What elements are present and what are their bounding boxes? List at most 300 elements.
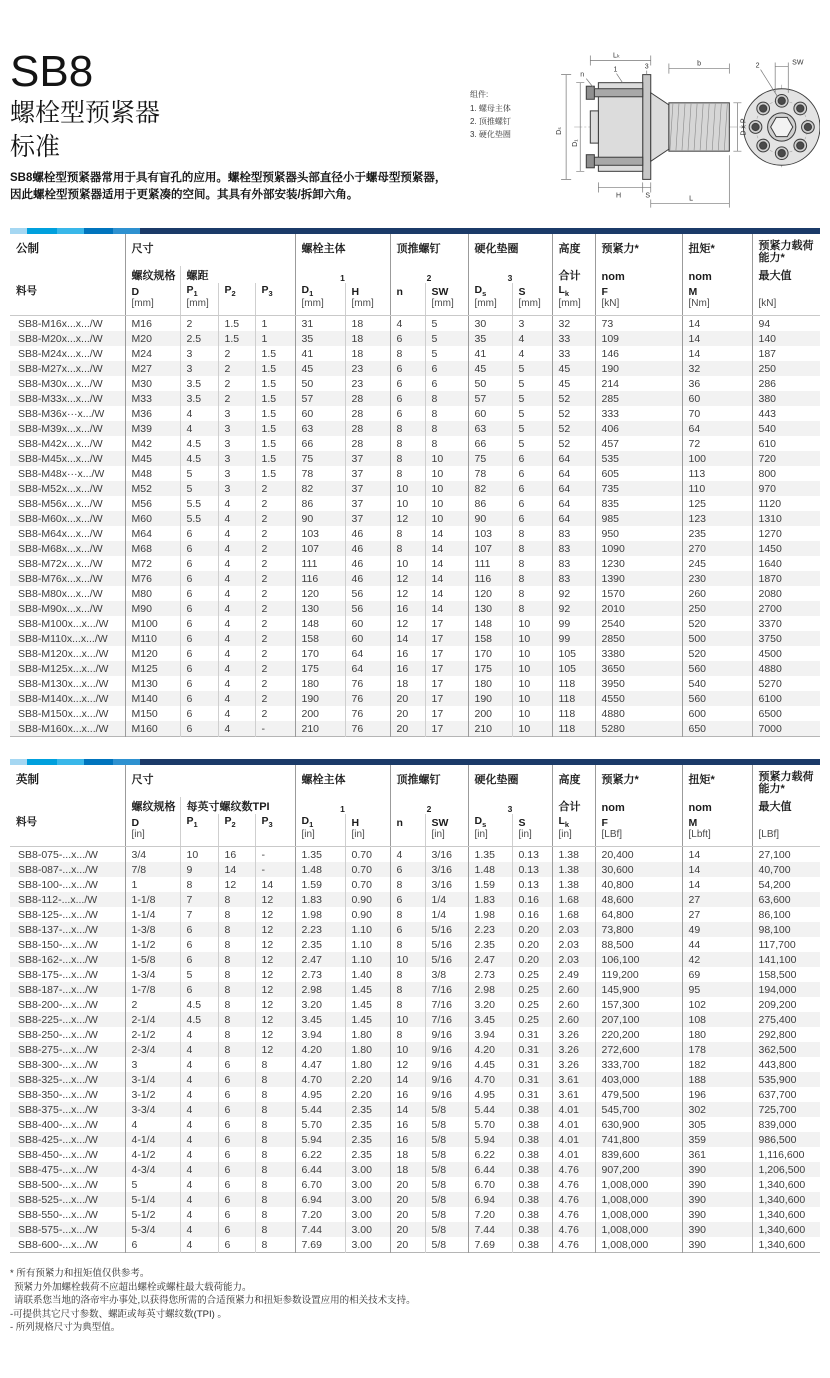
- data-cell: 6: [180, 526, 218, 541]
- data-cell: 4: [512, 346, 552, 361]
- data-cell: 1.59: [468, 877, 512, 892]
- data-cell: 1.80: [345, 1027, 390, 1042]
- data-cell: 30,600: [595, 862, 682, 877]
- data-cell: 0.31: [512, 1027, 552, 1042]
- part-number-cell: SB8-575-...x.../W: [18, 1223, 98, 1236]
- table-row: [10, 376, 820, 391]
- data-cell: 28: [345, 391, 390, 406]
- data-cell: 1.35: [295, 847, 345, 863]
- data-cell: 390: [682, 1162, 752, 1177]
- data-cell: 0.13: [512, 877, 552, 892]
- data-cell: 210: [468, 721, 512, 737]
- data-cell: 1.5: [255, 346, 295, 361]
- data-cell: 52: [552, 436, 595, 451]
- table-row: [10, 691, 820, 706]
- data-cell: 1: [125, 877, 180, 892]
- data-cell: 12: [255, 922, 295, 937]
- data-cell: 390: [682, 1222, 752, 1237]
- column-group-header: 预紧力载荷能力*: [752, 765, 820, 797]
- data-cell: 2080: [752, 586, 820, 601]
- data-cell: 2: [255, 631, 295, 646]
- jackbolt-bottom: [594, 157, 642, 165]
- data-cell: 610: [752, 436, 820, 451]
- data-cell: 3.5: [180, 376, 218, 391]
- column-group-header: 螺纹规格: [125, 797, 180, 814]
- data-cell: 362,500: [752, 1042, 820, 1057]
- data-cell: 1.10: [345, 937, 390, 952]
- part-number-cell: SB8-M52x...x.../W: [18, 482, 103, 495]
- data-cell: 4: [390, 316, 425, 332]
- data-cell: 4: [180, 1057, 218, 1072]
- table-row: [10, 331, 820, 346]
- data-cell: 2: [255, 496, 295, 511]
- data-cell: 4: [218, 646, 255, 661]
- column-unit: [mm]: [512, 298, 552, 316]
- data-cell: -: [255, 847, 295, 863]
- data-cell: 0.38: [512, 1237, 552, 1253]
- data-cell: 10: [512, 616, 552, 631]
- data-cell: 8: [255, 1117, 295, 1132]
- part-number-cell: SB8-M39x...x.../W: [18, 422, 103, 435]
- data-cell: 1.80: [345, 1057, 390, 1072]
- data-cell: 109: [595, 331, 682, 346]
- data-cell: 1.5: [255, 361, 295, 376]
- dim-ds: Dₛ: [556, 127, 564, 135]
- data-cell: 0.20: [512, 952, 552, 967]
- column-header: 料号: [16, 285, 37, 297]
- data-cell: 1090: [595, 541, 682, 556]
- data-cell: 6.44: [468, 1162, 512, 1177]
- column-unit: [390, 829, 425, 847]
- column-group-header: 合计: [552, 266, 595, 283]
- column-header: $P_1$: [180, 814, 218, 829]
- data-cell: 0.38: [512, 1177, 552, 1192]
- data-cell: 8: [390, 982, 425, 997]
- part-number-cell: SB8-M36x···x.../W: [18, 407, 105, 420]
- part-number-cell: SB8-M33x...x.../W: [18, 392, 103, 405]
- table-row: [10, 511, 820, 526]
- data-cell: 175: [468, 661, 512, 676]
- data-cell: 443: [752, 406, 820, 421]
- data-cell: 4: [180, 1087, 218, 1102]
- data-cell: 72: [682, 436, 752, 451]
- data-cell: 0.38: [512, 1102, 552, 1117]
- data-cell: 9/16: [425, 1087, 468, 1102]
- data-cell: 292,800: [752, 1027, 820, 1042]
- data-cell: 6: [390, 406, 425, 421]
- data-cell: 2: [255, 676, 295, 691]
- table-row: [10, 1012, 820, 1027]
- data-cell: 64: [552, 466, 595, 481]
- table-row: [10, 601, 820, 616]
- data-cell: 4: [218, 706, 255, 721]
- data-cell: 1/4: [425, 892, 468, 907]
- data-cell: M52: [125, 481, 180, 496]
- part-number-cell: SB8-200-...x.../W: [18, 998, 98, 1011]
- data-cell: 64: [552, 496, 595, 511]
- data-cell: 14: [425, 541, 468, 556]
- data-cell: 12: [255, 1042, 295, 1057]
- data-cell: 2: [255, 616, 295, 631]
- data-cell: 17: [425, 631, 468, 646]
- data-cell: 1450: [752, 541, 820, 556]
- data-cell: 835: [595, 496, 682, 511]
- data-cell: 1-1/4: [125, 907, 180, 922]
- data-cell: 5/8: [425, 1147, 468, 1162]
- data-cell: 8: [425, 391, 468, 406]
- column-unit: [mm]: [180, 298, 218, 316]
- part-number-cell: SB8-275-...x.../W: [18, 1043, 98, 1056]
- data-cell: 8: [255, 1072, 295, 1087]
- data-cell: 12: [390, 1057, 425, 1072]
- data-cell: 12: [255, 952, 295, 967]
- data-cell: 16: [390, 1117, 425, 1132]
- data-cell: 14: [682, 316, 752, 332]
- data-cell: 4: [390, 847, 425, 863]
- table-row: [10, 436, 820, 451]
- data-cell: 118: [552, 706, 595, 721]
- data-cell: 1,008,000: [595, 1192, 682, 1207]
- part-number-cell: SB8-250-...x.../W: [18, 1028, 98, 1041]
- data-cell: 479,500: [595, 1087, 682, 1102]
- table-title-imperial: 英制: [16, 774, 39, 786]
- footnote-line: - 所列规格尺寸为典型值。: [10, 1322, 121, 1333]
- data-cell: 7/16: [425, 982, 468, 997]
- data-cell: 1,008,000: [595, 1177, 682, 1192]
- data-cell: 46: [345, 526, 390, 541]
- data-cell: 14: [390, 631, 425, 646]
- data-cell: 5.94: [295, 1132, 345, 1147]
- data-cell: 5: [125, 1177, 180, 1192]
- data-cell: M42: [125, 436, 180, 451]
- data-cell: 8: [512, 601, 552, 616]
- table-row: [10, 967, 820, 982]
- data-cell: 1.5: [255, 421, 295, 436]
- data-cell: 116: [468, 571, 512, 586]
- data-cell: 5/16: [425, 952, 468, 967]
- table-row: [10, 451, 820, 466]
- table-row: [10, 1117, 820, 1132]
- data-cell: 7: [180, 907, 218, 922]
- data-cell: 1-7/8: [125, 982, 180, 997]
- column-group-header: 每英寸螺纹数TPI: [180, 797, 295, 814]
- data-cell: 12: [255, 937, 295, 952]
- column-unit: [390, 298, 425, 316]
- data-cell: 8: [180, 877, 218, 892]
- data-cell: 110: [682, 481, 752, 496]
- data-cell: 52: [552, 391, 595, 406]
- data-cell: 207,100: [595, 1012, 682, 1027]
- data-cell: 12: [390, 511, 425, 526]
- data-cell: 17: [425, 691, 468, 706]
- data-cell: 37: [345, 481, 390, 496]
- column-group-header: 2: [390, 797, 468, 814]
- data-cell: 3: [218, 406, 255, 421]
- data-cell: 3.45: [468, 1012, 512, 1027]
- data-cell: 200: [468, 706, 512, 721]
- data-cell: 8: [255, 1102, 295, 1117]
- data-cell: 9/16: [425, 1042, 468, 1057]
- data-cell: 1640: [752, 556, 820, 571]
- data-cell: 6: [218, 1192, 255, 1207]
- data-cell: 46: [345, 541, 390, 556]
- data-cell: 64: [682, 421, 752, 436]
- data-cell: 1.5: [255, 376, 295, 391]
- data-cell: 3: [180, 346, 218, 361]
- data-cell: 31: [295, 316, 345, 332]
- data-cell: 2: [218, 346, 255, 361]
- data-cell: 119,200: [595, 967, 682, 982]
- data-cell: 7.20: [468, 1207, 512, 1222]
- data-cell: 4-3/4: [125, 1162, 180, 1177]
- data-cell: 64: [552, 451, 595, 466]
- data-cell: 6: [512, 496, 552, 511]
- data-cell: 4.76: [552, 1162, 595, 1177]
- callout-1: 1: [613, 66, 618, 74]
- data-cell: 8: [255, 1132, 295, 1147]
- data-cell: 56: [345, 601, 390, 616]
- data-cell: 3/8: [425, 967, 468, 982]
- data-cell: 6: [218, 1222, 255, 1237]
- data-cell: 4550: [595, 691, 682, 706]
- data-cell: 3.00: [345, 1177, 390, 1192]
- data-cell: 6100: [752, 691, 820, 706]
- data-cell: 63: [295, 421, 345, 436]
- end-view: [743, 89, 820, 166]
- data-cell: 107: [295, 541, 345, 556]
- data-cell: 406: [595, 421, 682, 436]
- data-cell: M60: [125, 511, 180, 526]
- data-cell: 99: [552, 631, 595, 646]
- data-cell: 12: [255, 1027, 295, 1042]
- data-cell: M16: [125, 316, 180, 332]
- dim-l: L: [689, 195, 694, 203]
- part-number-cell: SB8-100-...x.../W: [18, 878, 98, 891]
- data-cell: 0.31: [512, 1042, 552, 1057]
- part-number-cell: SB8-475-...x.../W: [18, 1163, 98, 1176]
- data-cell: 5.44: [295, 1102, 345, 1117]
- data-cell: 2.03: [552, 937, 595, 952]
- data-cell: 8: [218, 937, 255, 952]
- jackbolt-top: [594, 89, 642, 97]
- data-cell: 6: [180, 721, 218, 737]
- column-header: 料号: [16, 816, 37, 828]
- data-cell: 5: [180, 967, 218, 982]
- table-row: [10, 922, 820, 937]
- part-number-cell: SB8-600-...x.../W: [18, 1238, 98, 1251]
- data-cell: 6: [180, 646, 218, 661]
- data-cell: 10: [425, 511, 468, 526]
- data-cell: 839,000: [752, 1117, 820, 1132]
- data-cell: 272,600: [595, 1042, 682, 1057]
- data-cell: 9: [180, 862, 218, 877]
- data-cell: 8: [512, 556, 552, 571]
- column-group-header: 螺栓主体: [295, 765, 390, 797]
- data-cell: 4.5: [180, 451, 218, 466]
- column-unit: [mm]: [295, 298, 345, 316]
- data-cell: M140: [125, 691, 180, 706]
- data-cell: 4: [218, 721, 255, 737]
- data-cell: 23: [345, 376, 390, 391]
- data-cell: 3: [512, 316, 552, 332]
- data-cell: 245: [682, 556, 752, 571]
- data-cell: 4: [218, 541, 255, 556]
- table-row: [10, 1162, 820, 1177]
- data-cell: 20: [390, 691, 425, 706]
- data-cell: 8: [390, 937, 425, 952]
- data-cell: 1.35: [468, 847, 512, 863]
- data-cell: 14: [682, 847, 752, 863]
- part-number-cell: SB8-M48x···x.../W: [18, 467, 105, 480]
- data-cell: 20: [390, 1192, 425, 1207]
- part-number-cell: SB8-450-...x.../W: [18, 1148, 98, 1161]
- data-cell: 361: [682, 1147, 752, 1162]
- part-number-cell: SB8-150-...x.../W: [18, 938, 98, 951]
- data-cell: 4.76: [552, 1177, 595, 1192]
- data-cell: 1,340,600: [752, 1207, 820, 1222]
- part-number-cell: SB8-525-...x.../W: [18, 1193, 98, 1206]
- part-number-cell: SB8-350-...x.../W: [18, 1088, 98, 1101]
- table-row: [10, 1042, 820, 1057]
- data-cell: 1.10: [345, 922, 390, 937]
- dim-lk: Lₖ: [613, 52, 620, 60]
- data-cell: 6.22: [295, 1147, 345, 1162]
- column-group-header: 螺纹规格: [125, 266, 180, 283]
- column-group-header: 螺栓主体: [295, 234, 390, 266]
- table-row: [10, 1132, 820, 1147]
- data-cell: 111: [468, 556, 512, 571]
- data-cell: 63,600: [752, 892, 820, 907]
- data-cell: 10: [512, 676, 552, 691]
- data-cell: 105: [552, 661, 595, 676]
- data-cell: 14: [682, 346, 752, 361]
- data-cell: 6.94: [468, 1192, 512, 1207]
- data-cell: 6.94: [295, 1192, 345, 1207]
- data-cell: 10: [390, 556, 425, 571]
- data-cell: 5280: [595, 721, 682, 737]
- data-cell: 18: [345, 346, 390, 361]
- data-cell: M130: [125, 676, 180, 691]
- column-header: [752, 283, 820, 298]
- data-cell: 2.47: [295, 952, 345, 967]
- data-cell: 92: [552, 586, 595, 601]
- data-cell: 6: [512, 466, 552, 481]
- data-cell: 4: [180, 1222, 218, 1237]
- data-cell: 8: [425, 406, 468, 421]
- table-row: [10, 556, 820, 571]
- part-number-cell: SB8-M16x...x.../W: [18, 317, 103, 330]
- data-cell: 540: [682, 676, 752, 691]
- data-cell: 10: [390, 1042, 425, 1057]
- data-cell: 520: [682, 616, 752, 631]
- data-cell: 250: [682, 601, 752, 616]
- data-cell: 4.70: [468, 1072, 512, 1087]
- data-cell: 2.35: [468, 937, 512, 952]
- data-cell: 4: [218, 571, 255, 586]
- data-cell: 76: [345, 706, 390, 721]
- data-cell: 4: [512, 331, 552, 346]
- column-group-header: 1: [295, 797, 390, 814]
- data-cell: 14: [682, 877, 752, 892]
- data-cell: 4: [218, 631, 255, 646]
- data-cell: 6: [390, 892, 425, 907]
- data-cell: 1: [255, 331, 295, 346]
- data-cell: 1.68: [552, 892, 595, 907]
- data-cell: 6: [180, 922, 218, 937]
- data-cell: 4.70: [295, 1072, 345, 1087]
- data-cell: 86,100: [752, 907, 820, 922]
- page-header: [10, 47, 820, 218]
- data-cell: 12: [255, 907, 295, 922]
- part-number-cell: SB8-325-...x.../W: [18, 1073, 98, 1086]
- data-cell: 2: [255, 556, 295, 571]
- data-cell: 5.5: [180, 511, 218, 526]
- data-cell: 8: [255, 1162, 295, 1177]
- part-number-cell: SB8-M140x...x.../W: [18, 692, 109, 705]
- data-cell: 1120: [752, 496, 820, 511]
- data-cell: 4.20: [468, 1042, 512, 1057]
- column-group-header: 预紧力载荷能力*: [752, 234, 820, 266]
- data-cell: 0.25: [512, 982, 552, 997]
- data-cell: 600: [682, 706, 752, 721]
- data-cell: 8: [390, 421, 425, 436]
- data-cell: 5/8: [425, 1117, 468, 1132]
- data-cell: 40,800: [595, 877, 682, 892]
- jackbolt-bottom-head: [586, 155, 594, 168]
- column-group-header: 预紧力*: [595, 234, 682, 266]
- callout-3: 3: [644, 63, 649, 71]
- data-cell: 2.35: [345, 1147, 390, 1162]
- data-cell: 1: [255, 316, 295, 332]
- data-cell: 10: [390, 1012, 425, 1027]
- data-cell: 17: [425, 646, 468, 661]
- data-cell: 5-1/2: [125, 1207, 180, 1222]
- data-cell: 148: [468, 616, 512, 631]
- data-cell: 9/16: [425, 1057, 468, 1072]
- data-cell: 1230: [595, 556, 682, 571]
- data-cell: 4: [180, 1132, 218, 1147]
- data-cell: 6: [180, 556, 218, 571]
- data-cell: 4-1/4: [125, 1132, 180, 1147]
- data-cell: 800: [752, 466, 820, 481]
- data-cell: 3.61: [552, 1087, 595, 1102]
- data-cell: 6: [180, 541, 218, 556]
- data-cell: 3: [218, 466, 255, 481]
- part-number-cell: SB8-M27x...x.../W: [18, 362, 103, 375]
- data-cell: 76: [345, 721, 390, 737]
- dim-h: H: [615, 192, 622, 200]
- data-cell: 12: [390, 571, 425, 586]
- data-cell: 57: [468, 391, 512, 406]
- data-cell: 1,008,000: [595, 1207, 682, 1222]
- column-unit: [LBf]: [595, 829, 682, 847]
- data-cell: 4: [180, 1177, 218, 1192]
- table-row: [10, 862, 820, 877]
- data-cell: 1270: [752, 526, 820, 541]
- data-cell: 4: [218, 601, 255, 616]
- data-cell: M80: [125, 586, 180, 601]
- data-cell: 180: [468, 676, 512, 691]
- table-row: [10, 721, 820, 737]
- data-cell: 5.70: [468, 1117, 512, 1132]
- column-unit: [in]: [295, 829, 345, 847]
- data-cell: 10: [390, 952, 425, 967]
- data-cell: 57: [295, 391, 345, 406]
- data-cell: 4: [218, 586, 255, 601]
- data-cell: 4: [180, 1042, 218, 1057]
- table-row: [10, 361, 820, 376]
- data-cell: 950: [595, 526, 682, 541]
